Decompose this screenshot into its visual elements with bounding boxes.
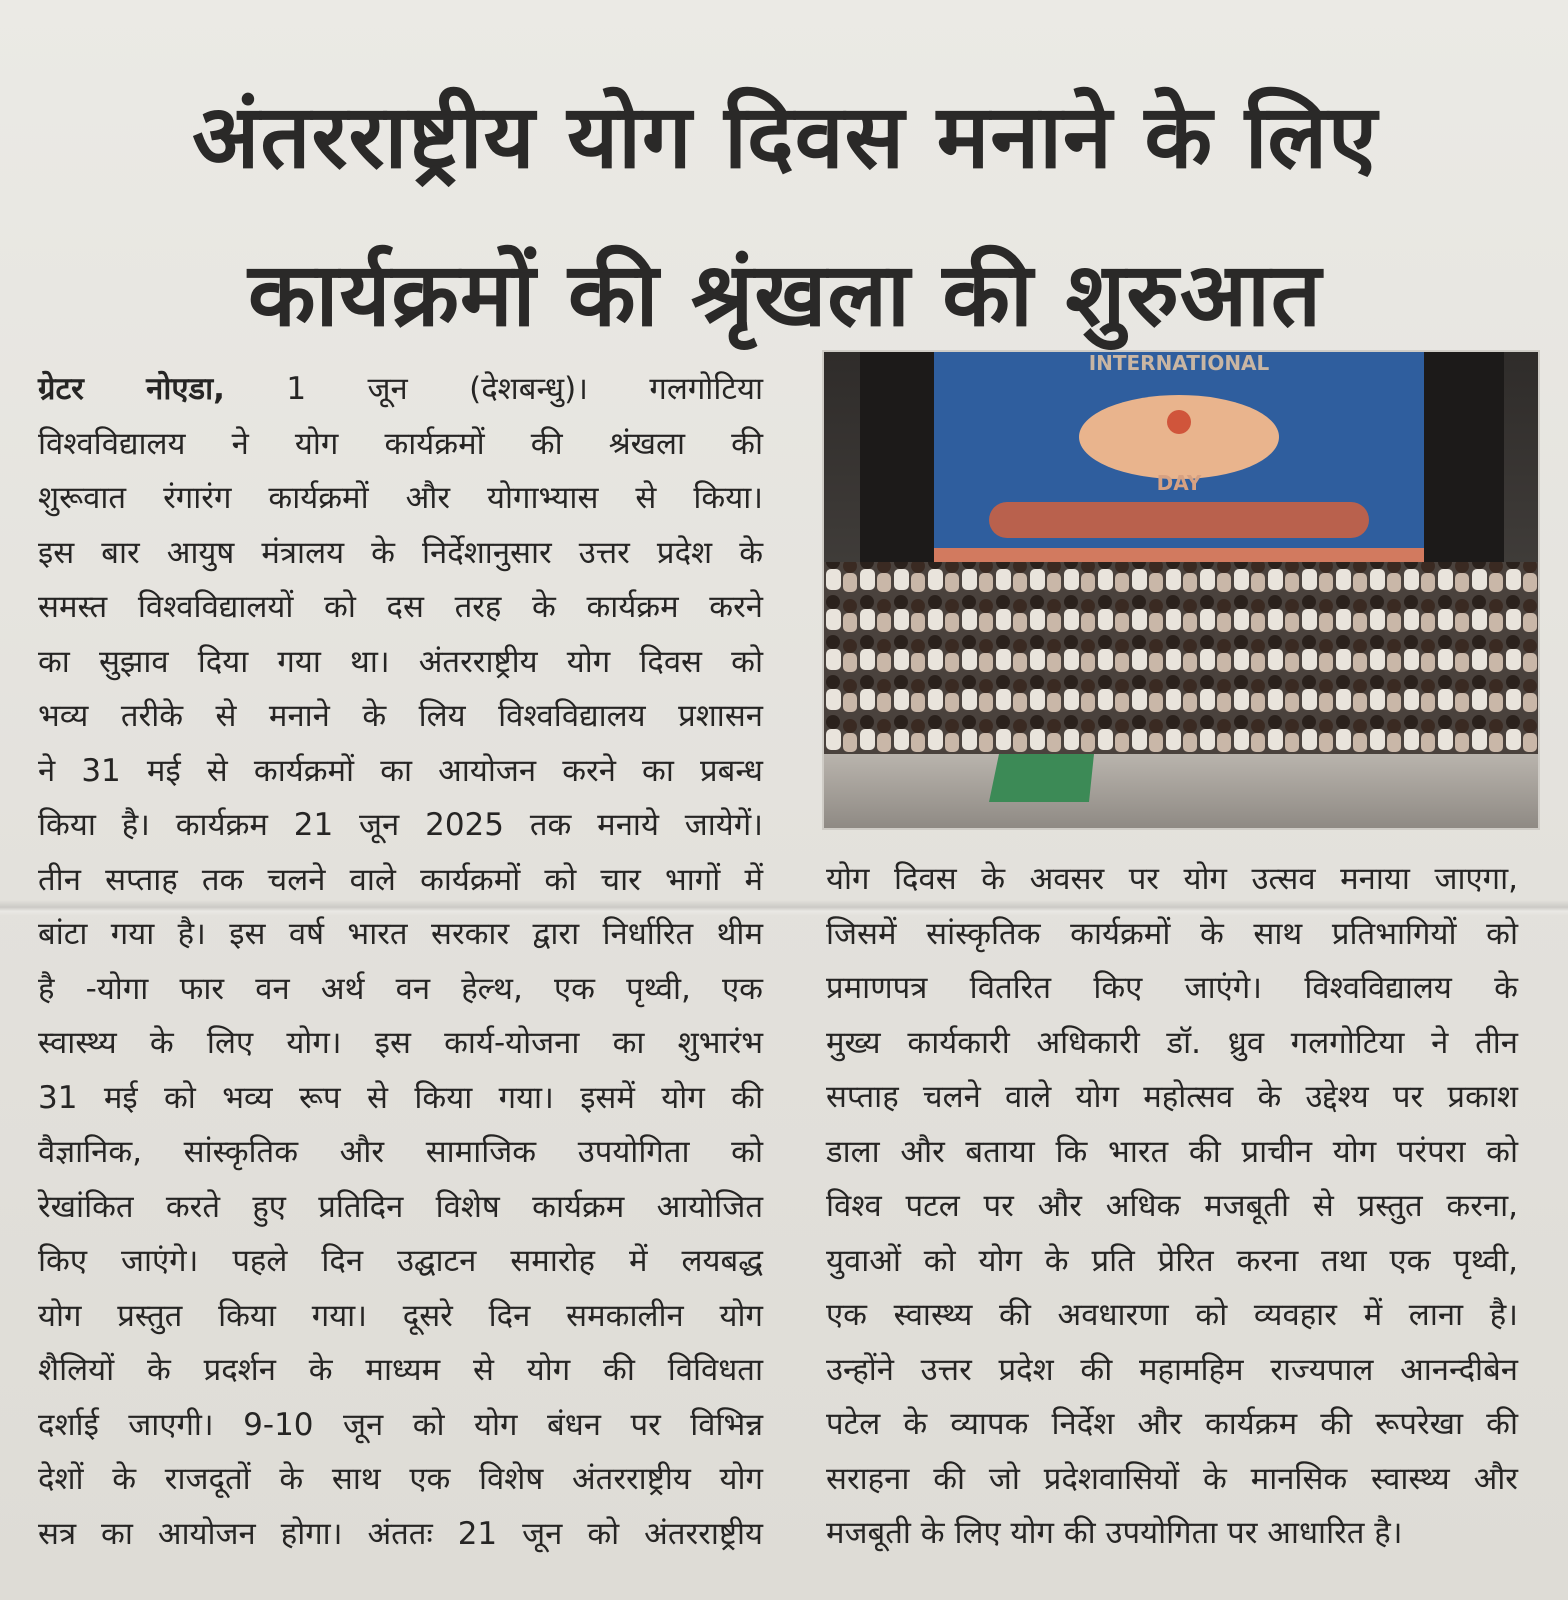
article-line: युवाओं को योग के प्रति प्रेरित करना तथा एक पृथ्वी, bbox=[826, 1242, 1518, 1279]
article-line: तीन सप्ताह तक चलने वाले कार्यक्रमों को चार भागों में bbox=[38, 861, 763, 898]
article-line: समस्त विश्वविद्यालयों को दस तरह के कार्यक्रम करने bbox=[38, 589, 763, 625]
banner-top-text: INTERNATIONAL bbox=[1088, 352, 1270, 375]
article-line: सत्र का आयोजन होगा। अंततः 21 जून को अंतरराष्ट्रीय bbox=[38, 1515, 763, 1552]
article-line: 31 मई को भव्य रूप से किया गया। इसमें योग की bbox=[38, 1079, 763, 1116]
article-line: शैलियों के प्रदर्शन के माध्यम से योग की विविधता bbox=[38, 1352, 763, 1388]
article-line: बांटा गया है। इस वर्ष भारत सरकार द्वारा निर्धारित थीम bbox=[38, 916, 763, 952]
article-line-text: 1 जून (देशबन्धु)। गलगोटिया bbox=[286, 371, 763, 407]
banner-yoga-figure bbox=[1167, 410, 1191, 434]
article-line: उन्होंने उत्तर प्रदेश की महामहिम राज्यपाल आनन्दीबेन bbox=[826, 1351, 1518, 1388]
article-column-right bbox=[826, 852, 1518, 1561]
article-line: दर्शाई जाएगी। 9-10 जून को योग बंधन पर विभिन्न bbox=[38, 1406, 763, 1443]
article-line: योग प्रस्तुत किया गया। दूसरे दिन समकालीन योग bbox=[38, 1297, 763, 1334]
article-line: एक स्वास्थ्य की अवधारणा को व्यवहार में लाना है। bbox=[826, 1297, 1518, 1333]
article-line: इस बार आयुष मंत्रालय के निर्देशानुसार उत्तर प्रदेश के bbox=[38, 534, 763, 571]
banner-ribbon bbox=[989, 502, 1369, 538]
article-line: मजबूती के लिए योग की उपयोगिता पर आधारित है। bbox=[826, 1515, 1403, 1551]
article-line: सराहना की जो प्रदेशवासियों के मानसिक स्वास्थ्य और bbox=[826, 1460, 1518, 1497]
article-line: भव्य तरीके से मनाने के लिय विश्वविद्यालय प्रशासन bbox=[38, 698, 763, 734]
article-line: स्वास्थ्य के लिए योग। इस कार्य-योजना का शुभारंभ bbox=[38, 1025, 763, 1061]
article-line: जिसमें सांस्कृतिक कार्यक्रमों के साथ प्रतिभागियों को bbox=[826, 915, 1518, 952]
article-line: किए जाएंगे। पहले दिन उद्घाटन समारोह में लयबद्ध bbox=[38, 1243, 763, 1279]
article-line: प्रमाणपत्र वितरित किए जाएंगे। विश्वविद्यालय के bbox=[826, 970, 1518, 1006]
headline bbox=[60, 58, 1510, 374]
photo-floor bbox=[824, 754, 1538, 828]
dateline: ग्रेटर नोएडा, bbox=[38, 371, 225, 407]
article-line: किया है। कार्यक्रम 21 जून 2025 तक मनाये जायेगें। bbox=[38, 807, 763, 843]
event-photo-illustration bbox=[824, 352, 1538, 828]
article-line: सप्ताह चलने वाले योग महोत्सव के उद्देश्य पर प्रकाश bbox=[826, 1079, 1518, 1115]
headline-line-1: अंतरराष्ट्रीय योग दिवस मनाने के लिए bbox=[192, 85, 1378, 188]
article-column-left bbox=[38, 362, 763, 1561]
photo-front-row bbox=[824, 674, 1538, 754]
banner-strip bbox=[934, 548, 1424, 562]
article-line: विश्वविद्यालय ने योग कार्यक्रमों की श्रंखला की bbox=[38, 425, 763, 462]
banner-yoga-logo bbox=[1079, 395, 1279, 479]
article-line: का सुझाव दिया गया था। अंतरराष्ट्रीय योग दिवस को bbox=[38, 643, 763, 680]
event-photo bbox=[822, 350, 1540, 830]
article-line: शुरूवात रंगारंग कार्यक्रमों और योगाभ्यास से किया। bbox=[38, 480, 763, 516]
article-line: मुख्य कार्यकारी अधिकारी डॉ. ध्रुव गलगोटिया ने तीन bbox=[826, 1024, 1518, 1061]
article-line: विश्व पटल पर और अधिक मजबूती से प्रस्तुत करना, bbox=[826, 1188, 1518, 1224]
banner-day-text: DAY bbox=[1156, 471, 1202, 495]
headline-line-2: कार्यक्रमों की श्रृंखला की शुरुआत bbox=[247, 243, 1323, 346]
article-line: देशों के राजदूतों के साथ एक विशेष अंतरराष्ट्रीय योग bbox=[38, 1461, 763, 1497]
article-line: योग दिवस के अवसर पर योग उत्सव मनाया जाएगा, bbox=[826, 861, 1518, 897]
article-line bbox=[38, 362, 763, 417]
photo-yoga-mat bbox=[989, 754, 1094, 802]
article-line: है -योगा फार वन अर्थ वन हेल्थ, एक पृथ्वी, एक bbox=[38, 970, 763, 1007]
article-line: पटेल के व्यापक निर्देश और कार्यक्रम की रूपरेखा की bbox=[826, 1406, 1518, 1442]
article-line: डाला और बताया कि भारत की प्राचीन योग परंपरा को bbox=[826, 1133, 1518, 1170]
article-line: ने 31 मई से कार्यक्रमों का आयोजन करने का प्रबन्ध bbox=[38, 752, 763, 789]
article-line: वैज्ञानिक, सांस्कृतिक और सामाजिक उपयोगिता को bbox=[38, 1134, 763, 1170]
article-line: रेखांकित करते हुए प्रतिदिन विशेष कार्यक्रम आयोजित bbox=[38, 1188, 763, 1225]
